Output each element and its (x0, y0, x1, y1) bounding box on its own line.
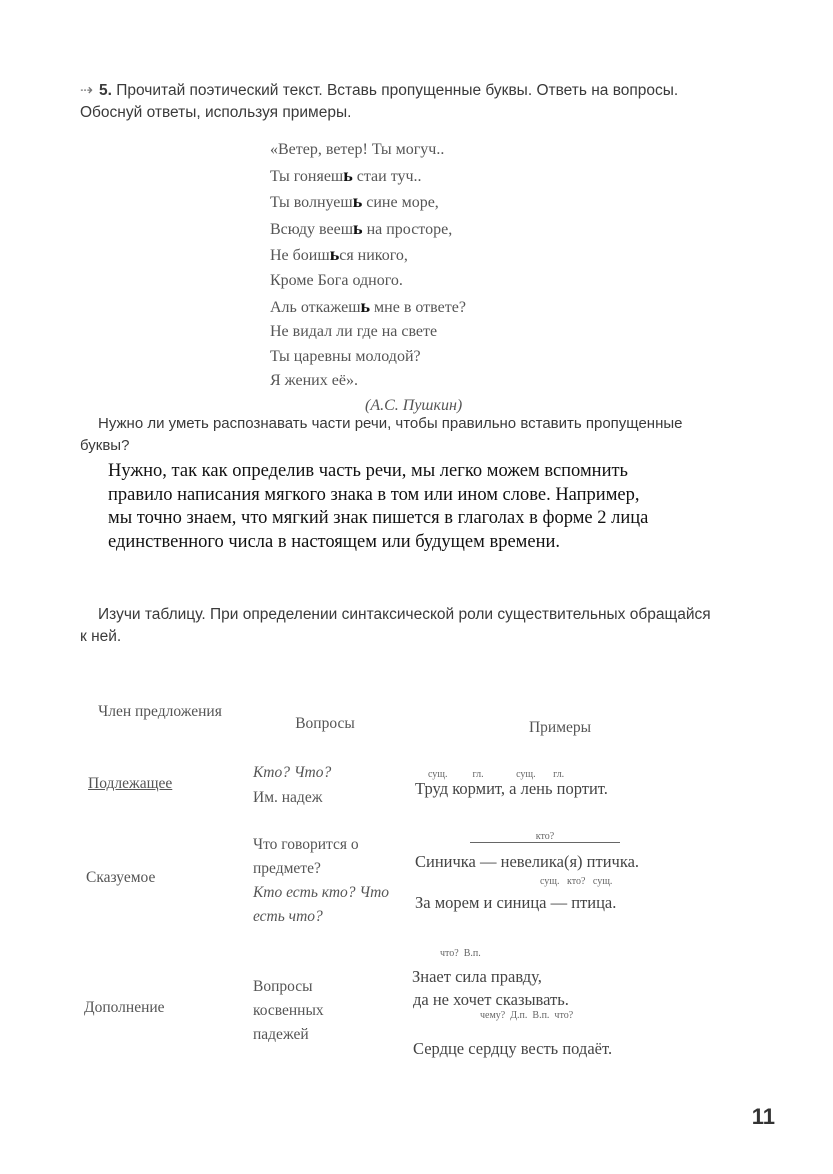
header-examples: Примеры (528, 719, 592, 736)
poem-line (270, 163, 466, 190)
poem-text: Всюду вееш (270, 220, 354, 238)
poem-text: ся никого, (339, 247, 408, 265)
task-5 (80, 80, 730, 124)
arrow-icon: ⇢ (80, 82, 93, 99)
poem-text: на просторе, (362, 220, 453, 238)
object-example-1: Знает сила правду, (412, 967, 542, 986)
task-text: Прочитай поэтический текст. Вставь пропущенные буквы. Ответь на вопросы. Обоснуй ответы, используя примеры. (80, 82, 679, 121)
poem-text: Ты царевны молодой? (270, 347, 421, 365)
poem-text: Не боиш (270, 247, 330, 265)
object-marks-3: чему? Д.п. В.п. что? (480, 1010, 574, 1021)
inserted-letter: ь (343, 164, 353, 185)
header-questions: Вопросы (295, 715, 355, 732)
study-instruction: Изучи таблицу. При определении синтаксической роли существительных обращайся к ней. (80, 606, 711, 645)
poem-line (270, 345, 466, 370)
poem-line (270, 189, 466, 216)
poem-text: «Ветер, ветер! Ты могуч.. (270, 141, 445, 158)
predicate-q1: Что говорится о предмете? (253, 836, 359, 877)
poem-text: Кроме Бога одного. (270, 271, 403, 289)
predicate-marks-2: сущ. кто? сущ. (540, 876, 613, 887)
subject-marks: сущ. гл. сущ. гл. (428, 769, 565, 780)
poem-text: Я жених её». (270, 372, 358, 390)
poem (270, 138, 466, 419)
subject-q2: Им. надеж (253, 789, 323, 806)
question: Нужно ли уметь распознавать части речи, чтобы правильно вставить пропущенные буквы? (80, 415, 683, 454)
poem-line (270, 320, 466, 345)
inserted-letter: ь (353, 217, 363, 238)
predicate-q2: Кто есть кто? Что есть что? (253, 884, 390, 925)
object-example-2: да не хочет сказывать. (413, 990, 569, 1009)
poem-text: Не видал ли где на свете (270, 323, 438, 341)
poem-line (270, 294, 466, 321)
member-subject: Подлежащее (88, 775, 173, 792)
poem-line (270, 369, 466, 394)
predicate-example-2: За морем и синица — птица. (415, 893, 617, 912)
header-member: Член предложения (98, 703, 222, 720)
poem-text: мне в ответе? (370, 298, 466, 316)
answer-text: Нужно, так как определив часть речи, мы легко можем вспомнить правило написания мягкого знака в том или ином слове. Например, мы точно знаем, что мягкий знак пишется в глаголах в форме 2 лица единственного числа в настоящем или будущем времени. (108, 461, 649, 552)
poem-text: Аль откажеш (270, 298, 361, 316)
object-example-3: Сердце сердцу весть подаёт. (413, 1039, 613, 1058)
poem-text: сине море, (362, 194, 439, 212)
inserted-letter: ь (329, 244, 340, 265)
task-number: 5. (99, 82, 112, 99)
predicate-example-1: Синичка — невелика(я) птичка. (415, 852, 640, 871)
inserted-letter: ь (360, 295, 371, 316)
poem-author: (А.С. Пушкин) (365, 396, 463, 414)
poem-line (270, 242, 466, 269)
poem-text: Ты гоняеш (270, 167, 344, 185)
poem-line (270, 269, 466, 294)
page-number: 11 (751, 1104, 775, 1129)
member-object: Дополнение (84, 999, 165, 1016)
inserted-letter: ь (352, 191, 363, 212)
subject-example: Труд кормит, а лень портит. (415, 779, 608, 798)
subject-q1: Кто? Что? (253, 764, 332, 781)
member-predicate: Сказуемое (86, 869, 156, 886)
poem-text: стаи туч.. (352, 167, 422, 185)
object-marks-1: что? В.п. (440, 948, 481, 959)
predicate-marks-1: кто? (470, 831, 620, 843)
object-q1: Вопросы косвенных падежей (253, 978, 324, 1043)
poem-line (270, 138, 466, 163)
poem-line (270, 216, 466, 243)
poem-text: Ты волнуеш (270, 194, 353, 212)
